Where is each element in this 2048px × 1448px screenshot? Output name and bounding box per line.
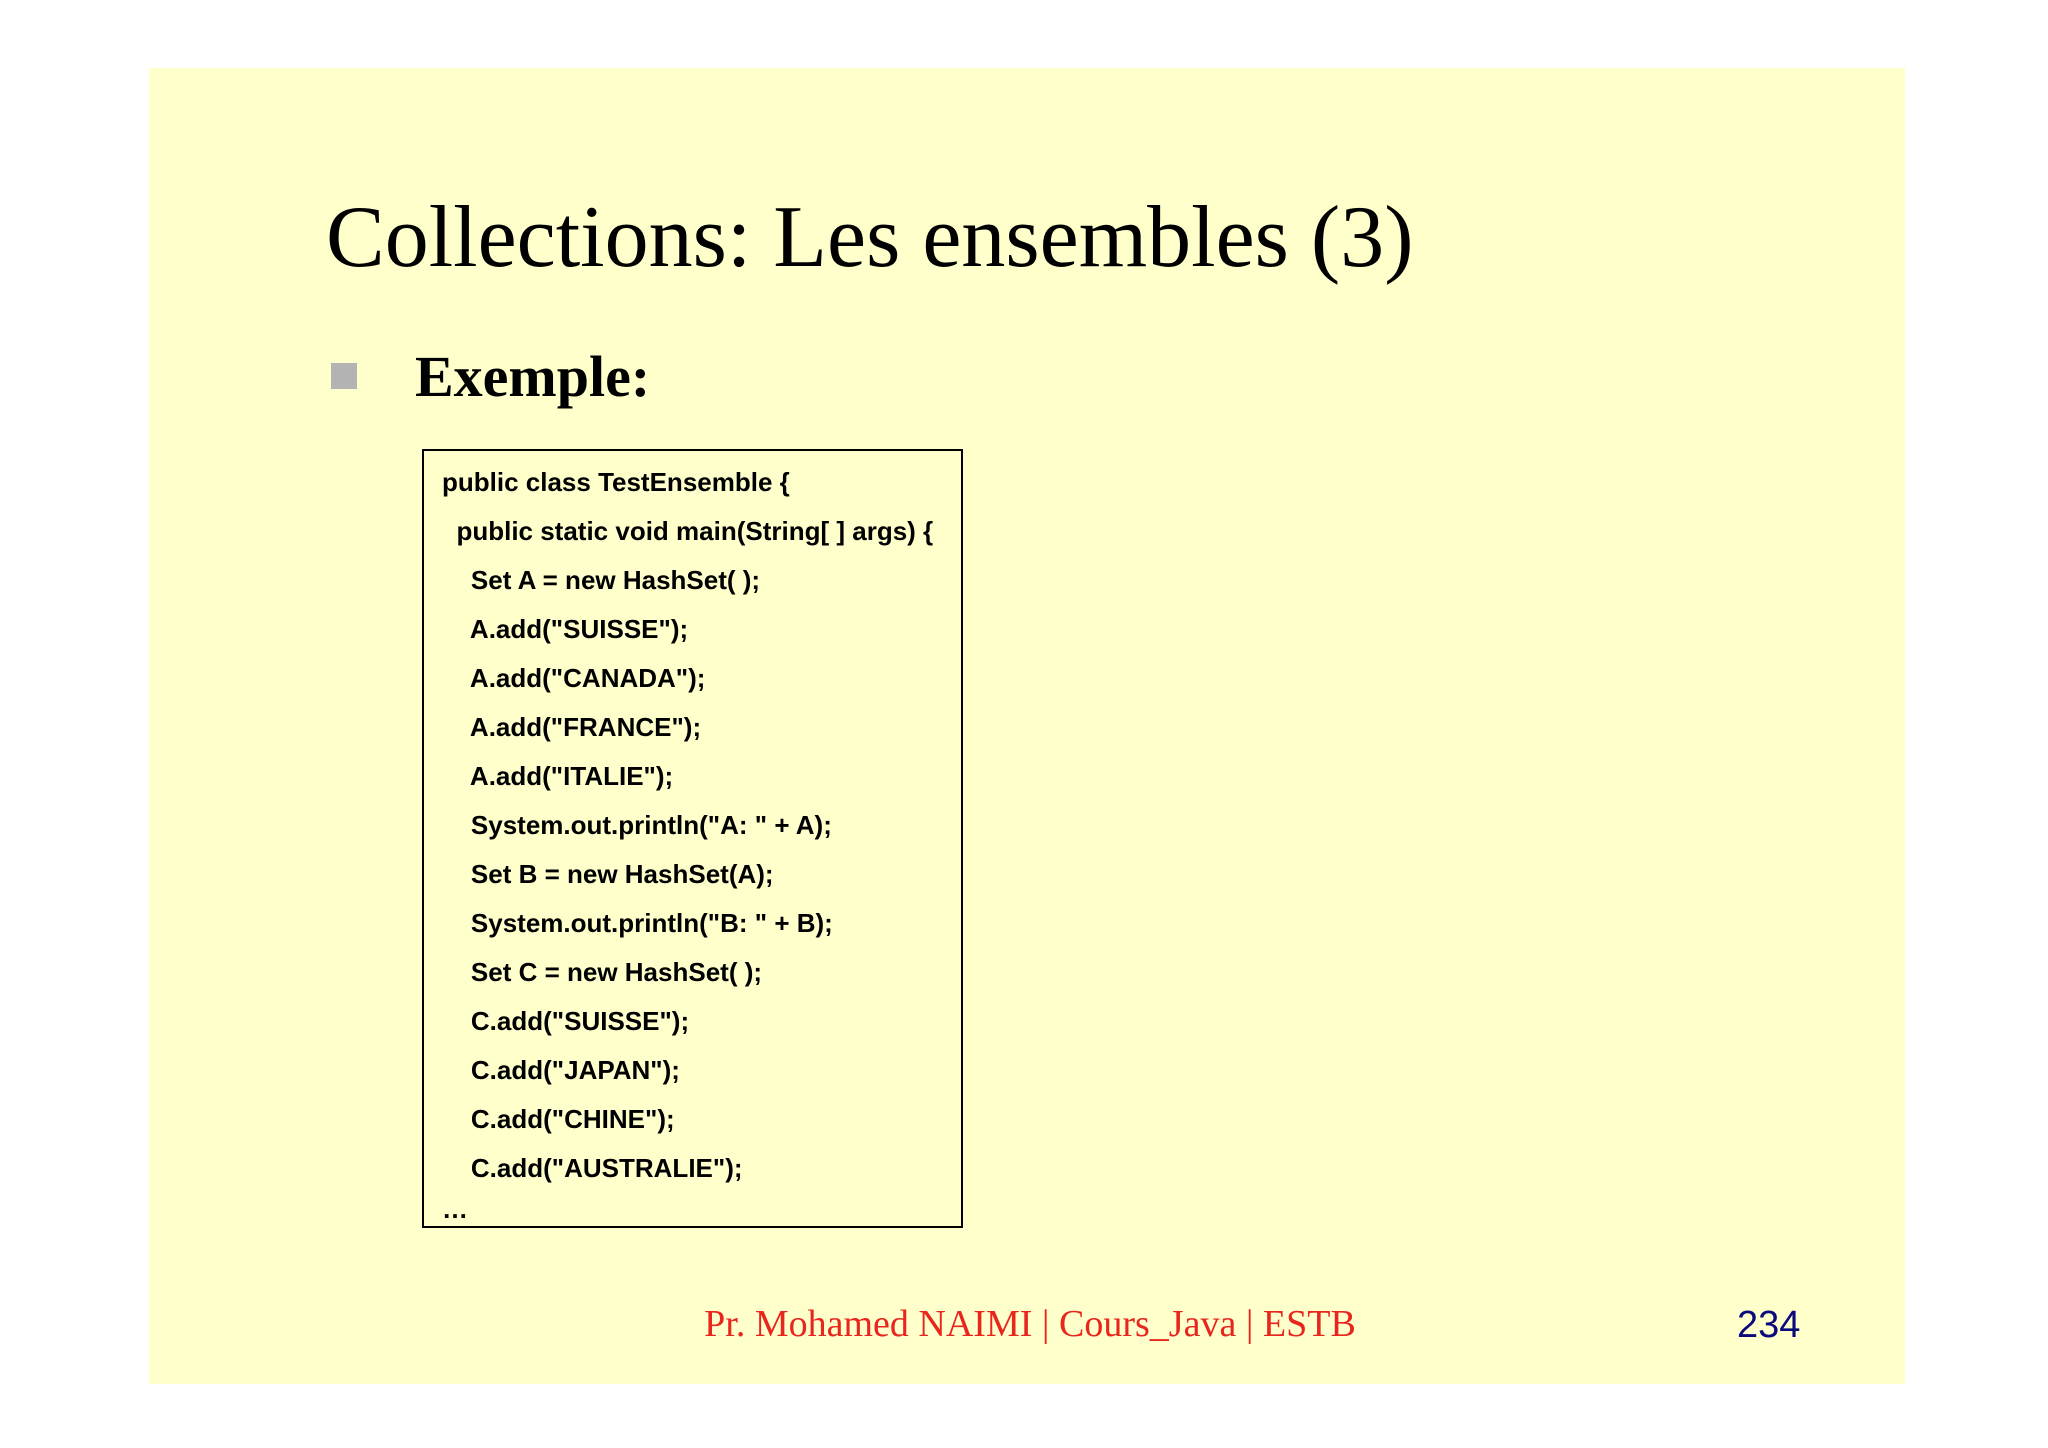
code-line: A.add("ITALIE");: [442, 761, 674, 791]
bullet-item: [331, 341, 650, 411]
code-ellipsis: …: [442, 1194, 468, 1224]
slide: [149, 68, 1905, 1384]
slide-title: Collections: Les ensembles (3): [326, 189, 1414, 286]
code-line: C.add("SUISSE");: [442, 1006, 690, 1036]
code-line: A.add("FRANCE");: [442, 712, 702, 742]
square-bullet-icon: [331, 363, 357, 389]
code-line: A.add("SUISSE");: [442, 614, 689, 644]
code-line: C.add("CHINE");: [442, 1104, 675, 1134]
code-line: Set A = new HashSet( );: [442, 565, 761, 595]
code-line: System.out.println("A: " + A);: [442, 810, 832, 840]
code-line: C.add("JAPAN");: [442, 1055, 680, 1085]
code-line: public class TestEnsemble {: [442, 467, 790, 497]
code-line: C.add("AUSTRALIE");: [442, 1153, 743, 1183]
code-line: A.add("CANADA");: [442, 663, 706, 693]
code-line: Set C = new HashSet( );: [442, 957, 763, 987]
code-line: public static void main(String[ ] args) {: [442, 516, 934, 546]
code-block: [422, 449, 963, 1228]
code-line: System.out.println("B: " + B);: [442, 908, 833, 938]
code-line: Set B = new HashSet(A);: [442, 859, 774, 889]
bullet-label: Exemple:: [415, 343, 651, 409]
page-number: 234: [1737, 1304, 1801, 1346]
slide-footer: Pr. Mohamed NAIMI | Cours_Java | ESTB: [704, 1303, 1356, 1345]
